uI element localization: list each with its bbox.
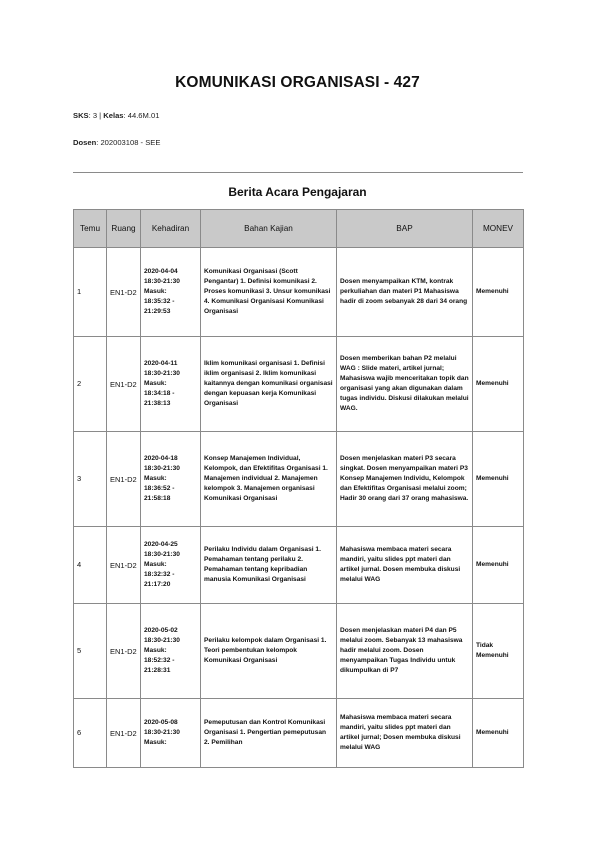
cell-ruang: EN1-D2 (107, 432, 141, 527)
cell-bap: Dosen menjelaskan materi P3 secara singkat. Dosen menyampaikan materi P3 Konsep Manajemen Individu, Kelompok dan Efektifitas Organisasi melalui zoom; Hadir 30 orang dari 37 orang mahasiswa. (337, 432, 473, 527)
kehadiran-line: 2020-04-11 (144, 360, 178, 367)
cell-ruang: EN1-D2 (107, 699, 141, 768)
cell-bahan-kajian: Pemeputusan dan Kontrol Komunikasi Organisasi 1. Pengertian pemeputusan 2. Pemilihan (201, 699, 337, 768)
cell-monev: Memenuhi (473, 527, 524, 604)
bap-table (73, 209, 524, 768)
cell-ruang: EN1-D2 (107, 604, 141, 699)
cell-bahan-kajian: Iklim komunikasi organisasi 1. Definisi iklim organisasi 2. Iklim komunikasi kaitannya dengan komunikasi organisasi dengan kepuasan kerja Komunikasi Organisasi (201, 337, 337, 432)
header-kehadiran: Kehadiran (141, 210, 201, 248)
header-bap: BAP (337, 210, 473, 248)
kehadiran-line: Masuk: (144, 288, 167, 295)
header-ruang: Ruang (107, 210, 141, 248)
cell-kehadiran (141, 604, 201, 699)
kehadiran-line: 2020-04-04 (144, 268, 178, 275)
kehadiran-line: 18:30-21:30 (144, 278, 180, 285)
kehadiran-line: Masuk: (144, 561, 167, 568)
table-header-row (74, 210, 524, 248)
kehadiran-line: 21:29:53 (144, 308, 171, 315)
meta-sks-kelas (73, 111, 159, 120)
kehadiran-line: 21:28:31 (144, 667, 171, 674)
header-temu: Temu (74, 210, 107, 248)
kehadiran-line: 18:34:18 - (144, 390, 175, 397)
table-row (74, 699, 524, 768)
header-monev: MONEV (473, 210, 524, 248)
kehadiran-line: 2020-04-25 (144, 541, 178, 548)
table-row (74, 432, 524, 527)
cell-ruang: EN1-D2 (107, 337, 141, 432)
cell-kehadiran (141, 699, 201, 768)
kehadiran-line: Masuk: (144, 647, 167, 654)
cell-ruang: EN1-D2 (107, 527, 141, 604)
cell-temu: 6 (74, 699, 107, 768)
cell-kehadiran (141, 432, 201, 527)
cell-kehadiran (141, 337, 201, 432)
table-row (74, 527, 524, 604)
cell-temu: 2 (74, 337, 107, 432)
kehadiran-line: Masuk: (144, 739, 167, 746)
dosen-label: Dosen (73, 138, 97, 147)
cell-monev: Memenuhi (473, 699, 524, 768)
cell-temu: 3 (74, 432, 107, 527)
table-row (74, 248, 524, 337)
cell-monev: Tidak Memenuhi (473, 604, 524, 699)
cell-kehadiran (141, 248, 201, 337)
cell-bap: Dosen menjelaskan materi P4 dan P5 melalui zoom. Sebanyak 13 mahasiswa hadir melalui zoom. Dosen menyampaikan Tugas Individu untuk dikumpulkan di P7 (337, 604, 473, 699)
cell-bahan-kajian: Perilaku Individu dalam Organisasi 1. Pemahaman tentang perilaku 2. Pemahaman tentang kepribadian manusia Komunikasi Organisasi (201, 527, 337, 604)
table-row (74, 604, 524, 699)
kehadiran-line: 18:30-21:30 (144, 465, 180, 472)
cell-bahan-kajian: Komunikasi Organisasi (Scott Pengantar) 1. Definisi komunikasi 2. Proses komunikasi 3. Unsur komunikasi 4. Komunikasi Organisasi Komunikasi Organisasi (201, 248, 337, 337)
cell-ruang: EN1-D2 (107, 248, 141, 337)
kehadiran-line: 18:52:32 - (144, 657, 175, 664)
cell-monev: Memenuhi (473, 337, 524, 432)
cell-temu: 1 (74, 248, 107, 337)
kehadiran-line: Masuk: (144, 475, 167, 482)
cell-temu: 4 (74, 527, 107, 604)
kehadiran-line: 2020-04-18 (144, 455, 178, 462)
cell-bap: Mahasiswa membaca materi secara mandiri, yaitu slides ppt materi dan artikel jurnal; Dosen membuka diskusi melalui WAG (337, 699, 473, 768)
cell-bahan-kajian: Perilaku kelompok dalam Organisasi 1. Teori pembentukan kelompok Komunikasi Organisasi (201, 604, 337, 699)
kehadiran-line: 18:30-21:30 (144, 637, 180, 644)
kehadiran-line: 18:35:32 - (144, 298, 175, 305)
kehadiran-line: 18:36:52 - (144, 485, 175, 492)
section-title: Berita Acara Pengajaran (228, 185, 367, 199)
cell-bap: Dosen memberikan bahan P2 melalui WAG : Slide materi, artikel jurnal; Mahasiswa wajib menceritakan topik dan organisasi yang akan digunakan dalam tugas individu. Diskusi dilakukan melalui WAG. (337, 337, 473, 432)
kehadiran-line: 18:30-21:30 (144, 551, 180, 558)
meta-dosen (73, 138, 160, 147)
dosen-value: : 202003108 - SEE (96, 138, 161, 147)
kehadiran-line: 21:58:18 (144, 495, 171, 502)
sks-label: SKS (73, 111, 89, 120)
kehadiran-line: 18:30-21:30 (144, 370, 180, 377)
kelas-value: : 44.6M.01 (123, 111, 160, 120)
kehadiran-line: 18:30-21:30 (144, 729, 180, 736)
cell-kehadiran (141, 527, 201, 604)
kelas-label: Kelas (103, 111, 124, 120)
cell-monev: Memenuhi (473, 432, 524, 527)
kehadiran-line: Masuk: (144, 380, 167, 387)
cell-temu: 5 (74, 604, 107, 699)
cell-bap: Mahasiswa membaca materi secara mandiri, yaitu slides ppt materi dan artikel jurnal. Dosen membuka diskusi melalui WAG (337, 527, 473, 604)
table-row (74, 337, 524, 432)
header-bahan-kajian: Bahan Kajian (201, 210, 337, 248)
cell-monev: Memenuhi (473, 248, 524, 337)
kehadiran-line: 2020-05-02 (144, 627, 178, 634)
cell-bap: Dosen menyampaikan KTM, kontrak perkuliahan dan materi P1 Mahasiswa hadir di zoom sebanyak 28 dari 34 orang (337, 248, 473, 337)
cell-bahan-kajian: Konsep Manajemen Individual, Kelompok, dan Efektifitas Organisasi 1. Manajemen individual 2. Manajemen kelompok 3. Manajemen organisasi Komunikasi Organisasi (201, 432, 337, 527)
kehadiran-line: 21:38:13 (144, 400, 171, 407)
sks-value: : 3 | (88, 111, 104, 120)
divider (73, 172, 523, 173)
kehadiran-line: 18:32:32 - (144, 571, 175, 578)
kehadiran-line: 2020-05-08 (144, 719, 178, 726)
course-title: KOMUNIKASI ORGANISASI - 427 (175, 74, 420, 91)
kehadiran-line: 21:17:20 (144, 581, 171, 588)
